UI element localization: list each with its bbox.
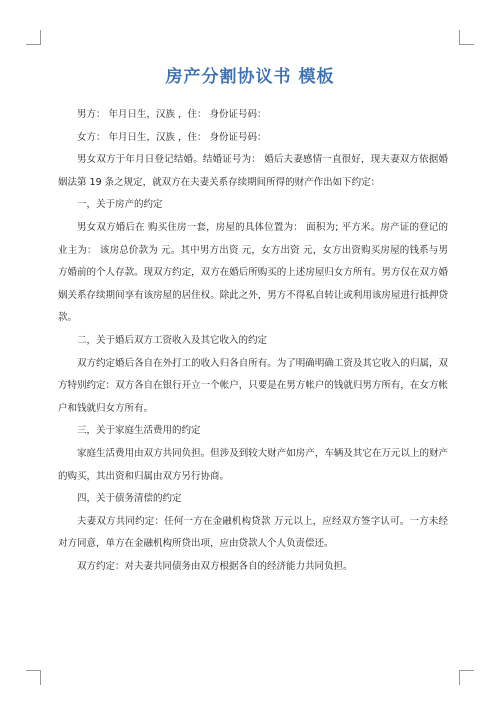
section-heading-4: 四，关于债务清偿的约定 xyxy=(77,493,182,505)
section-paragraph-2: 双方约定婚后各自在外打工的收入归各自所有。为了明确明确工资及其它收入的归属，双方特别约定：双方各自在银行开立一个帐户，只要是在男方帐户的钱就归男方所有，在女方帐户和钱就归女方所有。 xyxy=(58,357,448,414)
crop-mark-bottom-right xyxy=(459,670,474,685)
section-paragraph-1: 男女双方婚后在 购买住房一套，房屋的具体位置为： 面积为; 平方米。房产证的登记的业主为： 该房总价款为 元。其中男方出资 元，女方出资 元，女方出资购买房屋的钱系与男方婚前的个人存款。现双方约定，双方在婚后所购买的上述房屋归女方所有。男方仅在双方婚姻关系存续期间享有该房屋的居住权。除此之外，男方不得私自转让或利用该房屋进行抵押贷款。 xyxy=(58,221,448,324)
section-heading-1: 一，关于房产的约定 xyxy=(77,199,163,211)
party-female-line: 女方： 年月日生，汉族 ，住： 身份证号码： xyxy=(77,131,267,143)
crop-mark-top-right xyxy=(459,30,474,45)
crop-mark-bottom-left xyxy=(26,670,41,685)
document-title: 房产分割协议书 模板 xyxy=(165,67,335,87)
document-body xyxy=(58,104,448,578)
crop-mark-top-left xyxy=(26,30,41,45)
section-paragraph-5: 双方约定：对夫妻共同债务由双方根据各自的经济能力共同负担。 xyxy=(77,560,353,572)
preamble-paragraph: 男女双方于年月日登记结婚。结婚证号为： 婚后夫妻感情一直很好，现夫妻双方依据婚姻法第 19 条之规定，就双方在夫妻关系存续期间所得的财产作出如下约定： xyxy=(58,154,448,188)
section-heading-3: 三，关于家庭生活费用的约定 xyxy=(77,425,201,437)
party-male-line: 男方： 年月日生，汉族 ，住： 身份证号码： xyxy=(77,109,267,120)
section-paragraph-3: 家庭生活费用由双方共同负担。但涉及到较大财产如房产，车辆及其它在万元以上的财产的购买，其出资和归属由双方另行协商。 xyxy=(58,447,448,482)
section-paragraph-4: 夫妻双方共同约定：任何一方在金融机构贷款 万元以上，应经双方签字认可。一方未经对方同意，单方在金融机构所贷出项，应由贷款人个人负责偿还。 xyxy=(58,515,448,550)
section-heading-2: 二，关于婚后双方工资收入及其它收入的约定 xyxy=(77,334,268,346)
